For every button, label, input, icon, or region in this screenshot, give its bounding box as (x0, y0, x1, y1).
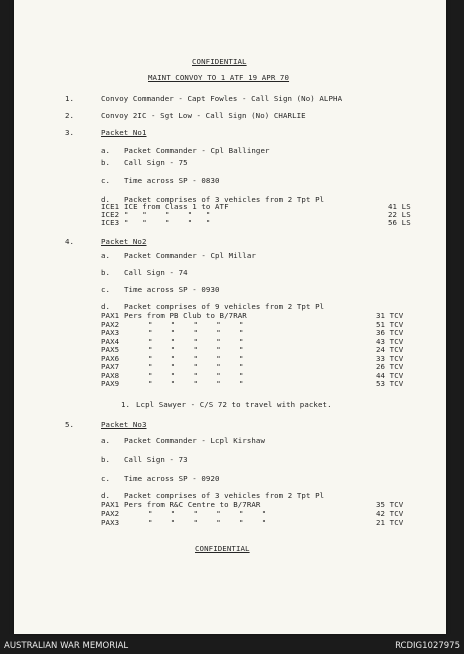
table-row-qty: 33 TCV (376, 353, 404, 363)
item-number: 1. (65, 94, 75, 103)
packet3-heading: Packet No3 (101, 420, 147, 429)
table-row-qty: 42 TCV (376, 509, 404, 518)
table-row-code: ICE3 (101, 218, 120, 227)
table-row-qty: 56 LS (388, 218, 411, 227)
sub-label: a. (101, 436, 111, 445)
table-row-code: PAX6 (101, 353, 120, 363)
table-row-qty: 22 LS (388, 210, 411, 219)
table-row-qty: 21 TCV (376, 518, 404, 527)
table-row-desc: " " " " " (148, 379, 244, 388)
table-row-desc: " " " " " (148, 319, 244, 329)
sub-label: c. (101, 285, 111, 294)
table-row-code: PAX1 (101, 311, 120, 320)
sub-label: c. (101, 176, 111, 185)
classification-top: CONFIDENTIAL (192, 57, 247, 66)
table-row-code: PAX2 (101, 509, 120, 518)
table-row-desc: " " " " " (148, 345, 244, 354)
sub-label: b. (101, 268, 111, 277)
table-row-code: PAX1 (101, 500, 120, 509)
table-row-desc: " " " " " (148, 328, 244, 337)
convoy-2ic-line: Convoy 2IC - Sgt Low - Call Sign (No) CHARLIE (101, 111, 306, 120)
packet2-call-sign: Call Sign - 74 (124, 268, 188, 277)
packet1-heading: Packet No1 (101, 128, 147, 137)
table-row-desc: Pers from R&C Centre to B/7RAR (124, 500, 261, 509)
packet1-commander: Packet Commander - Cpl Ballinger (124, 146, 270, 155)
table-row-code: PAX5 (101, 345, 120, 354)
table-row-desc: " " " " " (124, 210, 211, 219)
table-row-code: PAX3 (101, 328, 120, 337)
table-row-desc: " " " " " (148, 353, 244, 363)
item-number: 3. (65, 128, 75, 137)
packet2-note: Lcpl Sawyer - C/S 72 to travel with packet. (136, 400, 332, 409)
sub-label: b. (101, 455, 111, 464)
table-row-code: PAX2 (101, 319, 120, 329)
table-row-qty: 31 TCV (376, 311, 404, 320)
table-row-qty: 53 TCV (376, 379, 404, 388)
sub-label: c. (101, 474, 111, 483)
table-row-desc: " " " " " (124, 218, 211, 227)
table-row-qty: 44 TCV (376, 370, 404, 380)
table-row-qty: 24 TCV (376, 345, 404, 354)
table-row-qty: 26 TCV (376, 362, 404, 371)
footer-record-id: RCDIG1027975 (395, 641, 460, 651)
packet3-composition: Packet comprises of 3 vehicles from 2 Tpt Pl (124, 491, 325, 500)
table-row-qty: 35 TCV (376, 500, 404, 509)
sub-label: d. (101, 491, 111, 500)
sub-label: d. (101, 302, 111, 311)
sub-label: d. (101, 195, 111, 204)
table-row-code: ICE1 (101, 202, 120, 211)
footer-source: AUSTRALIAN WAR MEMORIAL (4, 641, 129, 651)
packet3-commander: Packet Commander - Lcpl Kirshaw (124, 436, 266, 445)
archive-footer (0, 637, 464, 654)
table-row-code: ICE2 (101, 210, 120, 219)
table-row-code: PAX7 (101, 362, 120, 371)
table-row-code: PAX8 (101, 370, 120, 380)
table-row-desc: Pers from PB Club to B/7RAR (124, 311, 247, 320)
item-number: 5. (65, 420, 75, 429)
note-number: 1. (121, 400, 131, 409)
table-row-qty: 41 LS (388, 202, 411, 211)
table-row-desc: " " " " " " (148, 509, 267, 518)
table-row-qty: 36 TCV (376, 328, 404, 337)
packet1-time: Time across SP - 0830 (124, 176, 220, 185)
packet2-heading: Packet No2 (101, 237, 147, 246)
table-row-code: PAX3 (101, 518, 120, 527)
sub-label: b. (101, 158, 111, 167)
packet1-composition: Packet comprises of 3 vehicles from 2 Tpt Pl (124, 195, 325, 204)
item-number: 4. (65, 237, 75, 246)
document-page (14, 0, 446, 634)
document-title: MAINT CONVOY TO 1 ATF 19 APR 70 (148, 73, 290, 82)
packet2-time: Time across SP - 0930 (124, 285, 220, 294)
packet3-time: Time across SP - 0920 (124, 474, 220, 483)
packet1-call-sign: Call Sign - 75 (124, 158, 188, 167)
table-row-code: PAX4 (101, 336, 120, 346)
table-row-desc: " " " " " (148, 336, 244, 346)
table-row-code: PAX9 (101, 379, 120, 388)
packet3-call-sign: Call Sign - 73 (124, 455, 188, 464)
convoy-commander-line: Convoy Commander - Capt Fowles - Call Sign (No) ALPHA (101, 94, 343, 103)
table-row-qty: 43 TCV (376, 336, 404, 346)
sub-label: a. (101, 146, 111, 155)
item-number: 2. (65, 111, 75, 120)
packet2-commander: Packet Commander - Cpl Millar (124, 251, 256, 260)
table-row-qty: 51 TCV (376, 319, 404, 329)
classification-bottom: CONFIDENTIAL (195, 544, 250, 553)
table-row-desc: " " " " " (148, 362, 244, 371)
table-row-desc: " " " " " " (148, 518, 267, 527)
sub-label: a. (101, 251, 111, 260)
table-row-desc: " " " " " (148, 370, 244, 380)
packet2-composition: Packet comprises of 9 vehicles from 2 Tpt Pl (124, 302, 325, 311)
table-row-desc: ICE from Class 1 to ATF (124, 202, 229, 211)
